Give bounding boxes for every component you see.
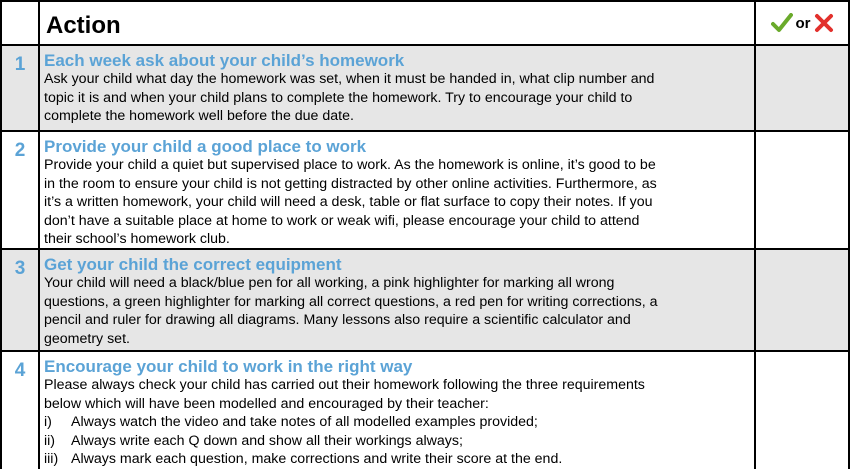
row-check-cell[interactable] bbox=[756, 46, 848, 130]
row-number: 3 bbox=[14, 258, 26, 279]
row-line: below which will have been modelled and encouraged by their teacher: bbox=[44, 395, 489, 412]
row-number: 4 bbox=[14, 360, 26, 381]
or-label: or bbox=[795, 14, 811, 32]
header-number-cell bbox=[2, 2, 38, 44]
row-line: Please always check your child has carried out their homework following the three requirements bbox=[44, 377, 645, 393]
row-check-cell[interactable] bbox=[756, 132, 848, 248]
cross-icon bbox=[814, 13, 834, 33]
list-text: Always write each Q down and show all their workings always; bbox=[71, 432, 463, 449]
row-action-cell bbox=[40, 132, 754, 248]
row-line: complete the homework well before the due date. bbox=[44, 108, 354, 125]
row-number-cell bbox=[2, 250, 38, 350]
row-number-cell bbox=[2, 132, 38, 248]
row-title: Get your child the correct equipment bbox=[44, 255, 342, 274]
row-line: pencil and ruler for drawing all diagrams. Many lessons also require a scientific calculator and bbox=[44, 312, 631, 329]
row-action-cell bbox=[40, 352, 754, 469]
row-title: Provide your child a good place to work bbox=[44, 137, 367, 156]
row-line: in the room to ensure your child is not getting distracted by other online activities. Furthermore, as bbox=[44, 175, 657, 192]
row-line: topic it is and when your child plans to complete the homework. Try to encourage your child to bbox=[44, 89, 633, 106]
header-check-cell bbox=[756, 2, 848, 44]
row-number: 2 bbox=[14, 140, 26, 161]
row-number-cell bbox=[2, 46, 38, 130]
row-line: Ask your child what day the homework was set, when it must be handed in, what clip number and bbox=[44, 71, 655, 87]
homework-action-table bbox=[2, 2, 848, 469]
list-item bbox=[44, 433, 754, 451]
list-text: Always mark each question, make corrections and write their score at the end. bbox=[71, 451, 563, 468]
list-item bbox=[44, 414, 754, 432]
row-line: Provide your child a quiet but supervised place to work. As the homework is online, it’s good to be bbox=[44, 157, 656, 173]
row-check-cell[interactable] bbox=[756, 250, 848, 350]
row-action-cell bbox=[40, 250, 754, 350]
header-action-label: Action bbox=[46, 12, 121, 39]
row-line: don’t have a suitable place at home to work or weak wifi, please encourage your child to attend bbox=[44, 212, 640, 229]
row-number-cell bbox=[2, 352, 38, 469]
list-marker: iii) bbox=[44, 451, 59, 468]
list-item bbox=[44, 451, 754, 469]
row-line: questions, a green highlighter for marking all correct questions, a red pen for writing corrections, a bbox=[44, 293, 658, 310]
row-action-cell bbox=[40, 46, 754, 130]
row-line: it’s a written homework, your child will need a desk, table or flat surface to copy their notes. If you bbox=[44, 194, 653, 211]
row-line: Your child will need a black/blue pen for all working, a pink highlighter for marking all wrong bbox=[44, 275, 615, 291]
list-marker: i) bbox=[44, 414, 52, 431]
row-title: Encourage your child to work in the right way bbox=[44, 357, 413, 376]
row-line: their school’s homework club. bbox=[44, 231, 230, 248]
list-marker: ii) bbox=[44, 432, 56, 449]
row-number: 1 bbox=[14, 54, 26, 75]
checkmark-icon bbox=[771, 13, 793, 33]
row-check-cell[interactable] bbox=[756, 352, 848, 469]
row-line: geometry set. bbox=[44, 330, 130, 347]
list-text: Always watch the video and take notes of all modelled examples provided; bbox=[71, 414, 538, 431]
row-title: Each week ask about your child’s homework bbox=[44, 51, 405, 70]
header-action-cell bbox=[40, 2, 754, 44]
